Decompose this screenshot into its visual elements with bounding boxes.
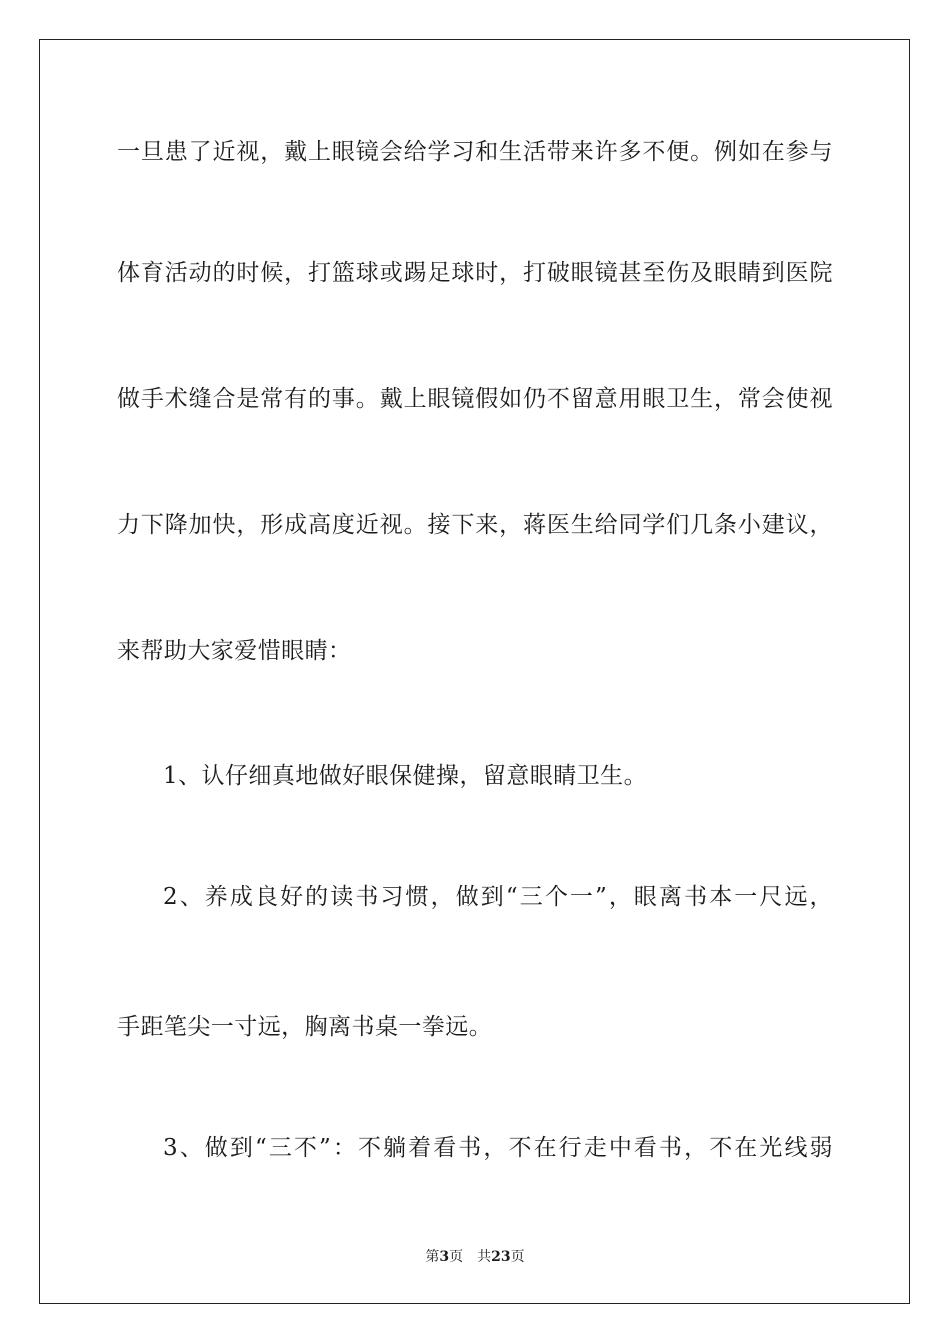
footer-page-prefix: 第 — [425, 1249, 440, 1265]
page-border — [39, 39, 910, 1304]
list-item-2: 2、养成良好的读书习惯，做到“三个一”，眼离书本一尺远， — [163, 884, 833, 910]
footer-total-pages: 23 — [491, 1249, 511, 1265]
body-line-5: 来帮助大家爱惜眼睛： — [117, 638, 352, 664]
body-line-1: 一旦患了近视，戴上眼镜会给学习和生活带来许多不便。例如在参与 — [117, 139, 833, 165]
body-line-3: 做手术缝合是常有的事。戴上眼镜假如仍不留意用眼卫生，常会使视 — [117, 386, 833, 412]
footer-page-number: 3 — [439, 1249, 450, 1265]
list-item-2-continuation: 手距笔尖一寸远，胸离书桌一拳远。 — [117, 1014, 493, 1040]
footer-total-suffix: 页 — [510, 1249, 525, 1265]
page-footer — [0, 1248, 950, 1266]
body-line-2: 体育活动的时候，打篮球或踢足球时，打破眼镜甚至伤及眼睛到医院 — [117, 260, 833, 286]
footer-total-prefix: 共 — [477, 1249, 492, 1265]
body-line-4: 力下降加快，形成高度近视。接下来，蒋医生给同学们几条小建议， — [117, 512, 833, 538]
footer-page-suffix: 页 — [449, 1249, 464, 1265]
list-item-1: 1、认仔细真地做好眼保健操，留意眼睛卫生。 — [163, 763, 648, 789]
list-item-3: 3、做到“三不”：不躺着看书，不在行走中看书，不在光线弱 — [163, 1135, 833, 1161]
